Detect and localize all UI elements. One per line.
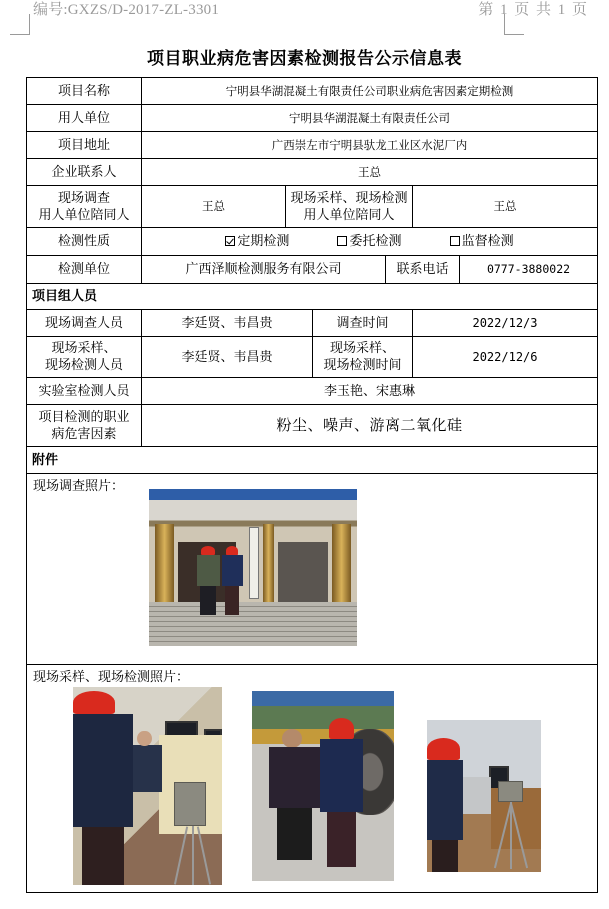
contact-label: 企业联系人	[27, 159, 142, 186]
row-sampling-photos	[27, 665, 598, 893]
sampling-escort-label-line2: 用人单位陪同人	[303, 207, 395, 223]
person	[222, 546, 243, 615]
hazards-label-line2: 病危害因素	[51, 426, 117, 442]
row-project-name	[27, 78, 598, 105]
sampling-staff-label-line1: 现场采样、	[51, 341, 117, 356]
address-label: 项目地址	[27, 132, 142, 159]
pillar	[263, 524, 273, 606]
sampling-escort-label	[286, 186, 413, 228]
survey-staff-label: 现场调查人员	[27, 310, 142, 337]
checkbox-unchecked-icon[interactable]	[337, 236, 347, 246]
pillar	[155, 524, 174, 606]
phone-label: 联系电话	[386, 256, 460, 284]
row-contact	[27, 159, 598, 186]
stairs	[149, 602, 357, 646]
sampling-escort-label-line1: 现场采样、现场检测	[290, 190, 408, 206]
survey-photos-label: 现场调查照片：	[33, 479, 125, 494]
hard-hat	[427, 738, 460, 759]
survey-time-value: 2022/12/3	[413, 310, 598, 337]
sampling-photo-office-2	[427, 720, 541, 872]
option-periodic[interactable]	[225, 233, 289, 250]
sampling-device	[174, 782, 205, 826]
row-address	[27, 132, 598, 159]
row-sampling-staff	[27, 337, 598, 378]
survey-escort-label-line2: 用人单位陪同人	[38, 207, 130, 223]
phone-value: 0777-3880022	[460, 256, 598, 284]
row-attachments-section	[27, 447, 598, 474]
attachments-section-title: 附件	[27, 447, 598, 474]
row-lab-staff	[27, 378, 598, 405]
person	[73, 691, 133, 885]
row-survey-photos	[27, 474, 598, 665]
survey-photo-building-entrance	[149, 489, 357, 646]
survey-time-label: 调查时间	[313, 310, 413, 337]
row-employer	[27, 105, 598, 132]
project-name-value: 宁明县华湖混凝土有限责任公司职业病危害因素定期检测	[142, 78, 598, 105]
survey-photos-cell	[27, 474, 598, 665]
sampling-staff-label	[27, 337, 142, 378]
sampling-photos-label: 现场采样、现场检测照片：	[33, 670, 190, 685]
info-table	[26, 77, 598, 893]
nature-label: 检测性质	[27, 228, 142, 256]
employer-value: 宁明县华湖混凝土有限责任公司	[142, 105, 598, 132]
contact-value: 王总	[142, 159, 598, 186]
document-number: 编号:GXZS/D-2017-ZL-3301	[33, 2, 220, 18]
option-supervisory-label: 监督检测	[461, 234, 514, 249]
row-lab	[27, 256, 598, 284]
option-periodic-label: 定期检测	[237, 234, 290, 249]
person	[427, 738, 463, 872]
sampling-device	[498, 781, 523, 802]
company-sign	[249, 527, 259, 599]
survey-escort-value: 王总	[142, 186, 286, 228]
doorway	[278, 542, 328, 602]
survey-staff-value: 李廷贤、韦昌贵	[142, 310, 313, 337]
sampling-photo-outdoor	[252, 691, 394, 881]
option-supervisory[interactable]	[450, 233, 514, 250]
sampling-time-label-line1: 现场采样、	[329, 341, 395, 356]
nature-options	[142, 228, 598, 256]
project-name-label: 项目名称	[27, 78, 142, 105]
row-survey-staff	[27, 310, 598, 337]
checkbox-checked-icon[interactable]	[225, 236, 235, 246]
survey-escort-label-line1: 现场调查	[57, 190, 110, 206]
row-team-section	[27, 284, 598, 310]
row-nature	[27, 228, 598, 256]
hard-hat	[329, 718, 355, 739]
row-escort	[27, 186, 598, 228]
hazards-label-line1: 项目检测的职业	[38, 409, 130, 425]
pillar	[332, 524, 351, 606]
address-value: 广西崇左市宁明县驮龙工业区水泥厂内	[142, 132, 598, 159]
lab-staff-value: 李玉艳、宋惠琳	[142, 378, 598, 405]
sampling-time-label	[313, 337, 413, 378]
hazards-label	[27, 405, 142, 447]
sampling-escort-value: 王总	[413, 186, 598, 228]
hard-hat	[226, 546, 238, 556]
hard-hat	[73, 691, 115, 714]
person	[269, 729, 320, 866]
lab-staff-label: 实验室检测人员	[27, 378, 142, 405]
sampling-photos-cell	[27, 665, 598, 893]
crop-mark-right	[504, 14, 524, 35]
person	[320, 718, 363, 870]
row-hazards	[27, 405, 598, 447]
hard-hat	[201, 546, 215, 556]
crop-mark-left	[10, 14, 30, 35]
hazards-value: 粉尘、噪声、游离二氧化硅	[142, 405, 598, 447]
sampling-staff-value: 李廷贤、韦昌贵	[142, 337, 313, 378]
checkbox-unchecked-icon[interactable]	[450, 236, 460, 246]
person	[461, 763, 491, 836]
team-section-title: 项目组人员	[27, 284, 598, 310]
option-commissioned-label: 委托检测	[349, 234, 402, 249]
option-commissioned[interactable]	[337, 233, 401, 250]
lab-label: 检测单位	[27, 256, 142, 284]
sampling-time-label-line2: 现场检测时间	[323, 358, 402, 373]
document-title: 项目职业病危害因素检测报告公示信息表	[147, 49, 462, 69]
lab-value: 广西泽顺检测服务有限公司	[142, 256, 386, 284]
page-indicator: 第 1 页 共 1 页	[478, 2, 587, 18]
sampling-staff-label-line2: 现场检测人员	[44, 358, 123, 373]
person	[197, 546, 220, 615]
survey-escort-label	[27, 186, 142, 228]
employer-label: 用人单位	[27, 105, 142, 132]
sampling-time-value: 2022/12/6	[413, 337, 598, 378]
sampling-photo-office-1	[73, 687, 222, 885]
